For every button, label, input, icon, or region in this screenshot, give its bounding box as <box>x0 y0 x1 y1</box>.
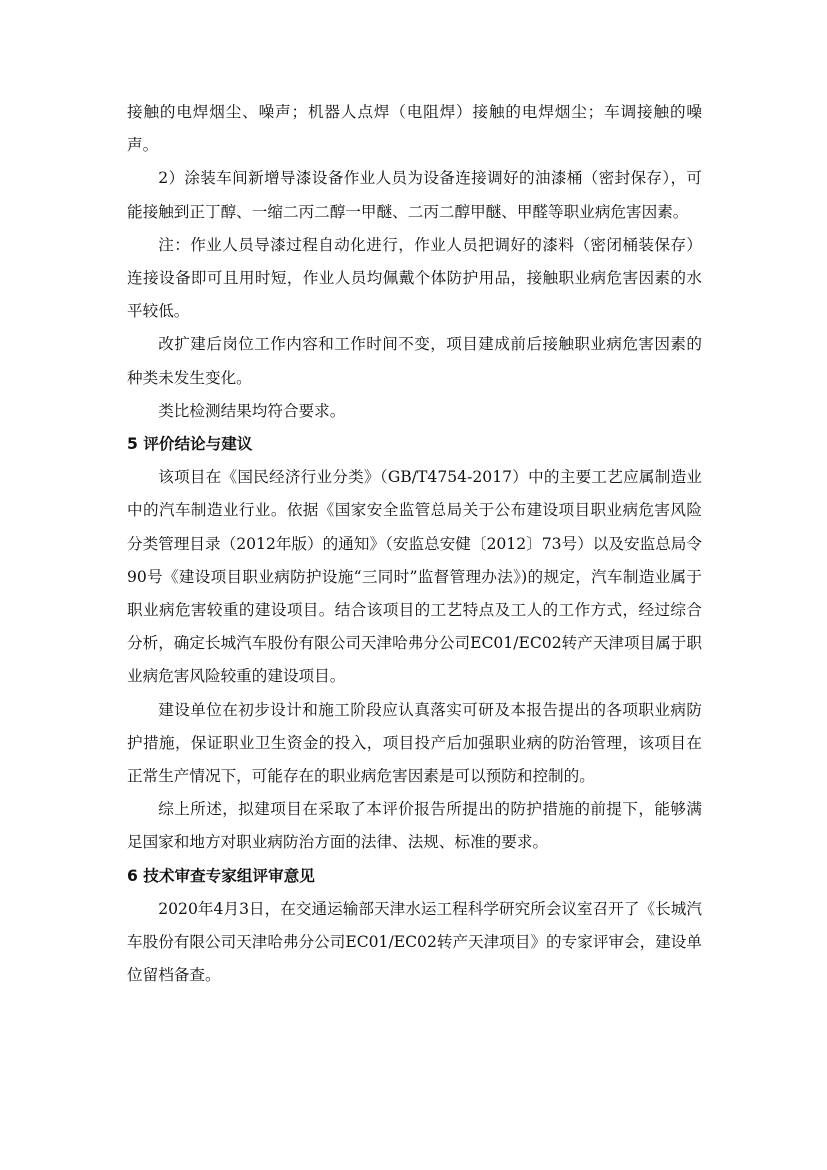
paragraph-note: 注：作业人员导漆过程自动化进行，作业人员把调好的漆料（密闭桶装保存）连接设备即可且用时短，作业人员均佩戴个体防护用品，接触职业病危害因素的水平较低。 <box>127 235 702 321</box>
document-page <box>127 96 702 992</box>
paragraph-continuation: 接触的电焊烟尘、噪声；机器人点焊（电阻焊）接触的电焊烟尘；车调接触的噪声。 <box>127 103 702 155</box>
section-5-paragraph-measures: 建设单位在初步设计和施工阶段应认真落实可研及本报告提出的各项职业病防护措施，保证职业卫生资金的投入，项目投产后加强职业病的防治管理，该项目在正常生产情况下，可能存在的职业病危害因素是可以预防和控制的。 <box>127 700 702 786</box>
paragraph-coating-workshop: 2）涂装车间新增导漆设备作业人员为设备连接调好的油漆桶（密封保存），可能接触到正丁醇、一缩二丙二醇一甲醚、二丙二醇甲醚、甲醛等职业病危害因素。 <box>127 169 702 221</box>
section-5-paragraph-summary: 综上所述，拟建项目在采取了本评价报告所提出的防护措施的前提下，能够满足国家和地方对职业病防治方面的法律、法规、标准的要求。 <box>127 800 702 852</box>
section-5-heading: 5 评价结论与建议 <box>127 435 253 454</box>
section-5-paragraph-classification: 该项目在《国民经济行业分类》（GB/T4754-2017）中的主要工艺应属制造业中的汽车制造业行业。依据《国家安全监管总局关于公布建设项目职业病危害风险分类管理目录（2012年版）的通知》（安监总安健〔2012〕73号）以及安监总局令90号《建设项目职业病防护设施“三同时”监督管理办法》)的规定，汽车制造业属于职业病危害较重的建设项目。结合该项目的工艺特点及工人的工作方式，经过综合分析，确定长城汽车股份有限公司天津哈弗分公司EC01/EC02转产天津项目属于职业病危害风险较重的建设项目。 <box>127 468 702 686</box>
paragraph-post-expansion: 改扩建后岗位工作内容和工作时间不变，项目建成前后接触职业病危害因素的种类未发生变化。 <box>127 335 702 387</box>
section-6-paragraph-review: 2020年4月3日，在交通运输部天津水运工程科学研究所会议室召开了《长城汽车股份有限公司天津哈弗分公司EC01/EC02转产天津项目》的专家评审会，建设单位留档备查。 <box>127 899 702 985</box>
paragraph-analog-detection: 类比检测结果均符合要求。 <box>158 401 346 420</box>
section-6-heading: 6 技术审查专家组评审意见 <box>127 866 315 885</box>
